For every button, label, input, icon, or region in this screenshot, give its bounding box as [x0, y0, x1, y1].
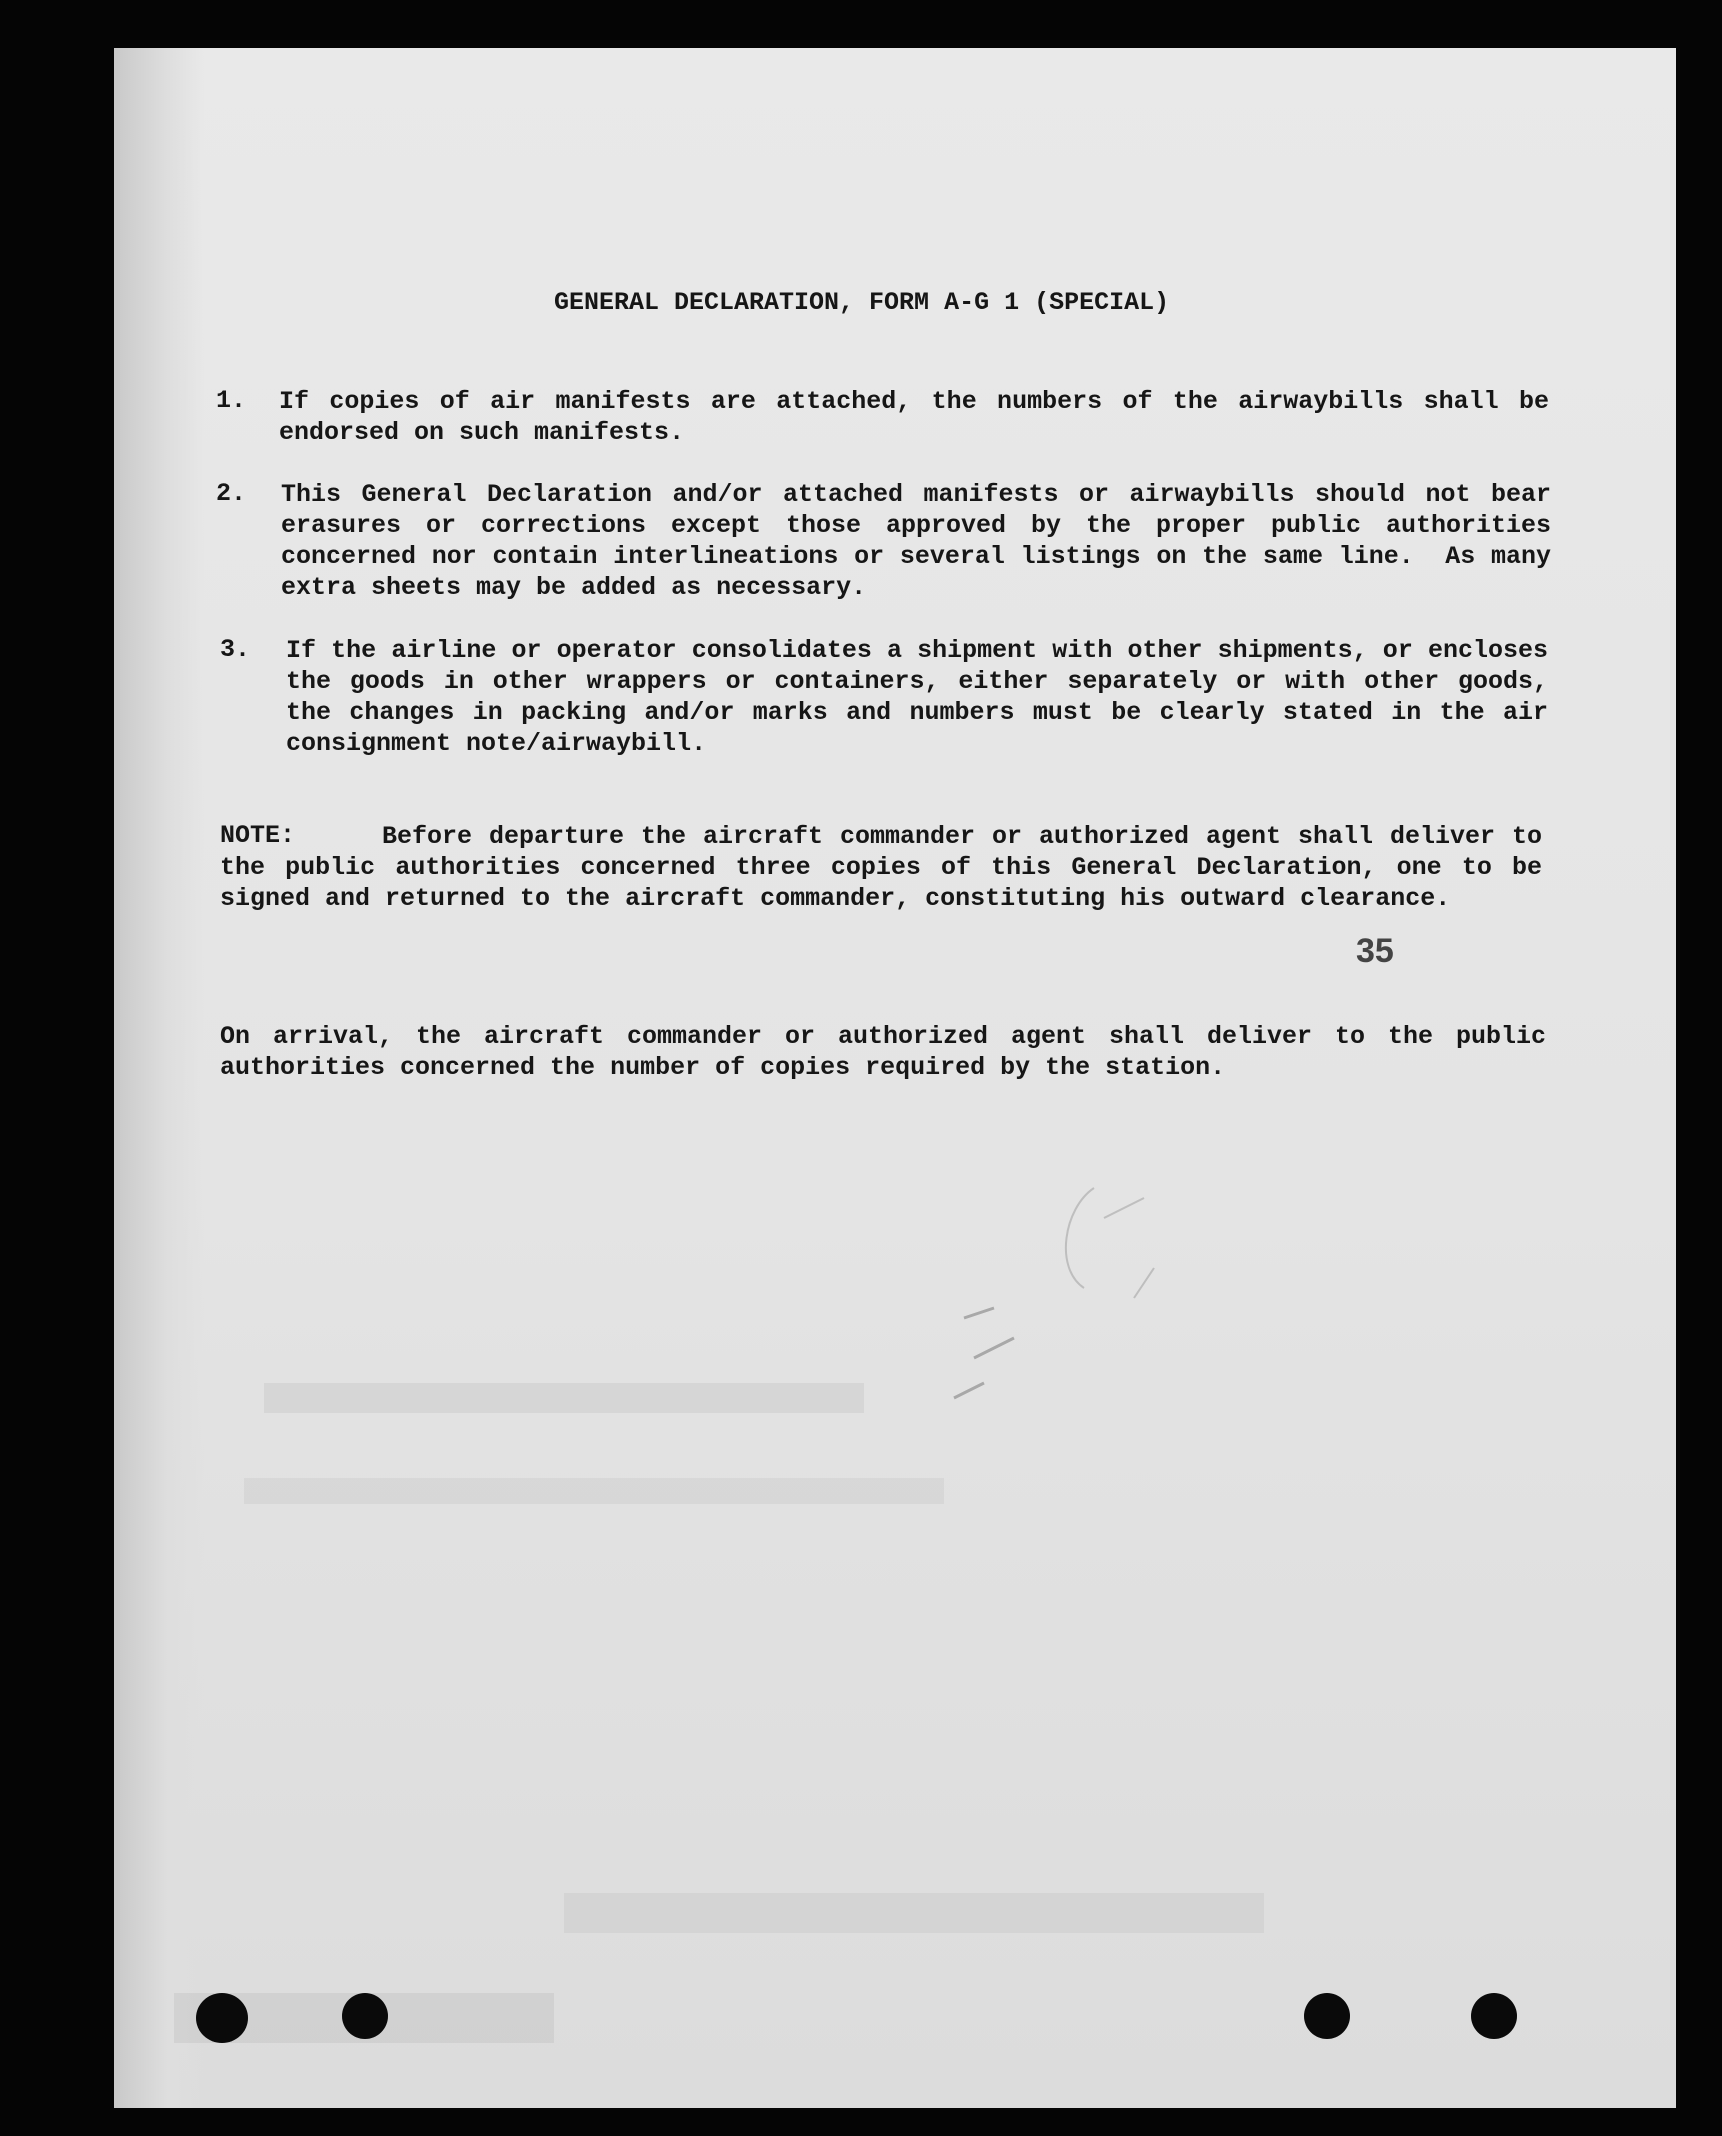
- bleed-through-mark: [244, 1478, 944, 1504]
- bleed-through-mark: [264, 1383, 864, 1413]
- note-label: NOTE:: [220, 821, 296, 850]
- list-item-text: If the airline or operator consolidates a shipment with other shipments, or encloses the goods in other wrappers or containers, either separately or with other goods, the changes in packing and/or marks and numbers must be clearly stated in the air consignment note/airwaybill.: [286, 636, 1564, 758]
- page-curl-shadow: [114, 48, 204, 2108]
- item-number: 2.: [216, 479, 247, 508]
- punch-hole: [1304, 1993, 1350, 2039]
- item-number: 3.: [220, 635, 251, 664]
- bleed-through-mark: [564, 1893, 1264, 1933]
- punch-hole: [1471, 1993, 1517, 2039]
- list-item-text: If copies of air manifests are attached, the numbers of the airwaybills shall be endorsed on such manifests.: [279, 387, 1565, 447]
- page-stamp-number: 35: [1356, 932, 1394, 970]
- punch-hole: [342, 1993, 388, 2039]
- document-page: [114, 48, 1676, 2108]
- note-text: Before departure the aircraft commander or authorized agent shall deliver to the public authorities concerned three copies of this General Declaration, one to be signed and returned to the aircraft commander, constituting his outward clearance.: [220, 822, 1558, 913]
- item-number: 1.: [216, 386, 247, 415]
- faint-handwriting: [804, 1098, 1364, 1438]
- arrival-text: On arrival, the aircraft commander or authorized agent shall deliver to the public authorities concerned the number of copies required by the station.: [220, 1022, 1562, 1082]
- list-item-text: This General Declaration and/or attached manifests or airwaybills should not bear erasures or corrections except those approved by the proper public authorities concerned nor contain interlineations or several listings on the same line. As many extra sheets may be added as necessary.: [281, 480, 1567, 602]
- page-title: GENERAL DECLARATION, FORM A-G 1 (SPECIAL): [554, 288, 1170, 317]
- punch-hole: [196, 1993, 248, 2043]
